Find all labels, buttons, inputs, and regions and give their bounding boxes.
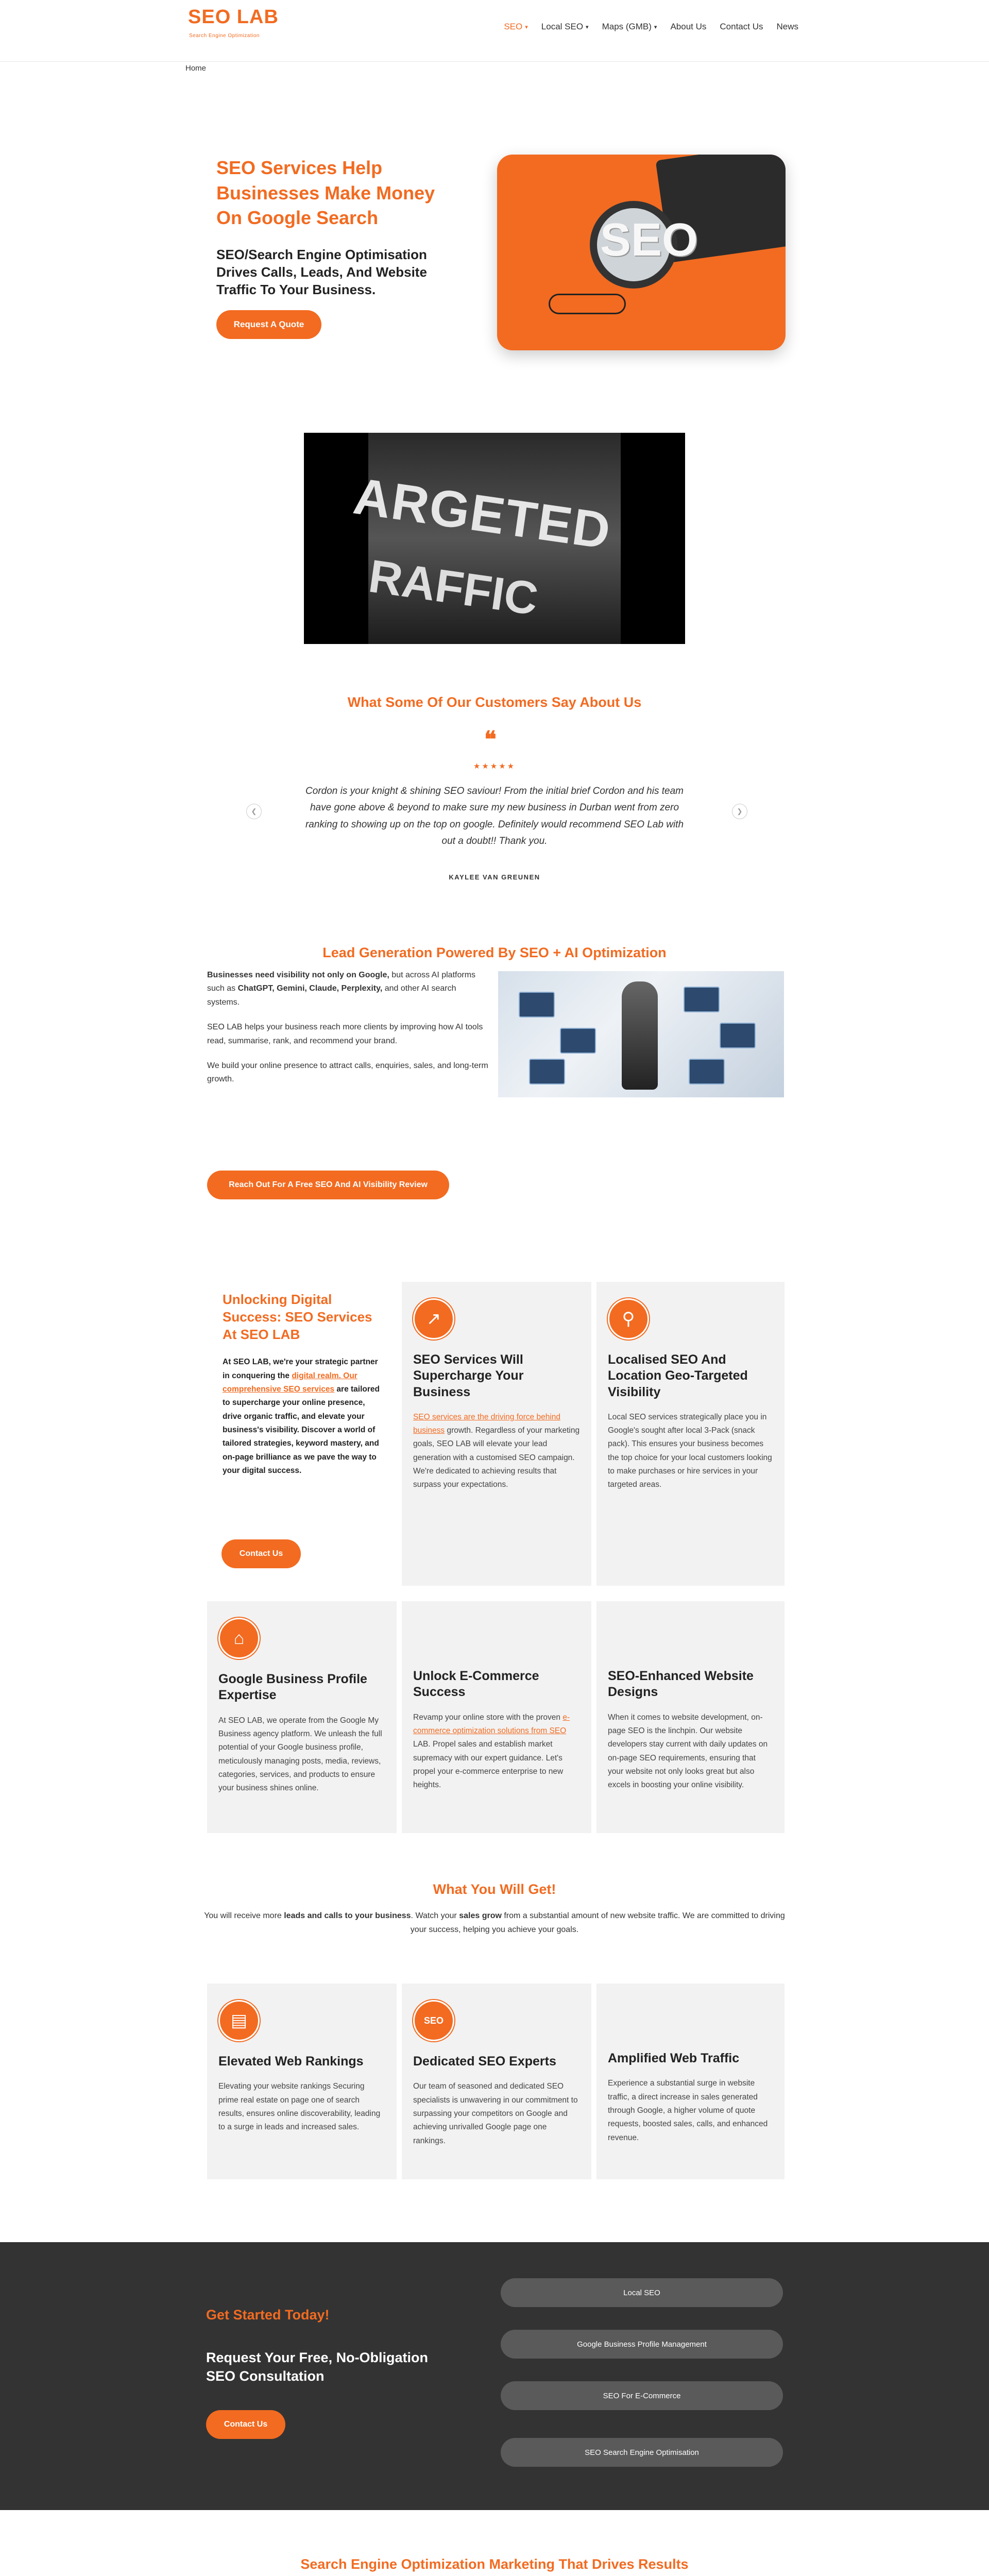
lead-bold: Businesses need visibility not only on Google,	[207, 971, 389, 979]
logo-tagline: Search Engine Optimization	[189, 33, 260, 39]
nav-label: About Us	[670, 22, 707, 31]
video-frame-text: ARGETED	[350, 467, 615, 561]
card-text: At SEO LAB, we operate from the Google My Business agency platform. We unleash the full potential of your Google business profile, meticulously managing posts, media, reviews, categories, services, and products to ensure your business shines online.	[218, 1716, 382, 1793]
robot-graphic	[622, 981, 658, 1090]
nav-label: News	[776, 22, 798, 31]
nav-label: Local SEO	[541, 22, 584, 31]
card-title: SEO Services Will Supercharge Your Business	[413, 1352, 524, 1399]
card-text-span: LAB. Propel sales and establish market supremacy with our expert guidance. Let's propel your e-commerce enterprise to new heights.	[413, 1740, 564, 1790]
site-header	[0, 0, 989, 62]
lead-text-span: and other AI search systems.	[207, 984, 456, 1007]
card-title: Elevated Web Rankings	[218, 2054, 364, 2069]
intro-text-span: are tailored to supercharge your online presence, drive organic traffic, and elevate your business's visibility. Discover a world of tailored strategies, keyword mastery, and on-page brilliance as we pave the way to your digital success.	[223, 1385, 380, 1476]
card-text	[413, 1411, 580, 1492]
hero-subtitle: SEO/Search Engine Optimisation Drives Calls, Leads, And Website Traffic To Your Business.	[216, 247, 427, 297]
cta-subheading: Request Your Free, No-Obligation SEO Consultation	[206, 2350, 429, 2384]
dashboard-panel-graphic	[529, 1059, 565, 1084]
card-title: SEO-Enhanced Website Designs	[608, 1669, 754, 1700]
main-nav	[504, 22, 798, 32]
dashboard-panel-graphic	[684, 987, 720, 1012]
intro-contact-button[interactable]: Contact Us	[221, 1539, 301, 1568]
card-title: Localised SEO And Location Geo-Targeted Visibility	[608, 1352, 748, 1399]
wyg-span: You will receive more	[204, 1911, 284, 1920]
dashboard-panel-graphic	[519, 992, 555, 1018]
service-card-web-design	[596, 1601, 785, 1833]
card-link[interactable]: SEO services are the driving force behind business	[413, 1412, 561, 1435]
lead-paragraph: SEO LAB helps your business reach more clients by improving how AI tools read, summarise, rank, and recommend your brand.	[207, 1023, 483, 1045]
service-card-gbp	[207, 1601, 397, 1833]
cta-heading: Get Started Today!	[206, 2307, 330, 2323]
free-review-button[interactable]: Reach Out For A Free SEO And AI Visibility Review	[207, 1171, 449, 1199]
lead-gen-text	[207, 969, 490, 1098]
card-link[interactable]: e-commerce optimization solutions from SEO	[413, 1713, 570, 1735]
card-text-span: Revamp your online store with the proven	[413, 1713, 563, 1722]
wyg-span: from a substantial amount of new website traffic. We are committed to driving your success, helping you achieve your goals.	[410, 1911, 785, 1935]
service-card-local-seo	[596, 1282, 785, 1586]
rating-stars: ★★★★★	[473, 762, 516, 771]
lead-gen-title: Lead Generation Powered By SEO + AI Optimization	[322, 945, 667, 960]
service-card-ecommerce	[402, 1601, 591, 1833]
testimonial-quote: Cordon is your knight & shining SEO saviour! From the initial brief Cordon and his team have gone above & beyond to make sure my new business in Durban went from zero ranking to showing up on the top on google. Definitely would recommend SEO Lab with out a doubt!! Thank you.	[305, 786, 684, 846]
lead-paragraph: We build your online presence to attract calls, enquiries, sales, and long-term growth.	[207, 1061, 488, 1084]
glasses-graphic	[549, 294, 626, 314]
nav-item-seo[interactable]	[504, 22, 527, 32]
nav-item-about[interactable]	[670, 22, 706, 32]
cta-contact-button[interactable]: Contact Us	[206, 2410, 285, 2439]
next-arrow-icon[interactable]: ❯	[732, 804, 747, 819]
wyg-bold: sales grow	[459, 1911, 502, 1920]
nav-label: Contact Us	[720, 22, 763, 31]
nav-label: Maps (GMB)	[602, 22, 652, 31]
prev-arrow-icon[interactable]: ❮	[246, 804, 262, 819]
card-title: Google Business Profile Expertise	[218, 1672, 367, 1703]
card-title: Unlock E-Commerce Success	[413, 1669, 539, 1700]
intro-title: Unlocking Digital Success: SEO Services At SEO LAB	[223, 1292, 372, 1342]
breadcrumb[interactable]: Home	[185, 64, 207, 73]
card-text	[413, 1711, 580, 1792]
wyg-bold: leads and calls to your business	[284, 1911, 411, 1920]
benefit-card-experts	[402, 1984, 591, 2179]
bar-chart-icon: ▤	[218, 2000, 260, 2041]
service-pill-seo[interactable]: SEO Search Engine Optimisation	[501, 2438, 783, 2467]
hero-title: SEO Services Help Businesses Make Money On Google Search	[216, 157, 435, 229]
results-title: Search Engine Optimization Marketing That Drives Results	[300, 2556, 689, 2572]
lead-paragraph	[207, 969, 490, 1009]
card-text: Local SEO services strategically place you in Google's sought after local 3-Pack (snack pack). This ensures your business becomes the top choice for your local customers looking to make purchases or hire services in your targeted areas.	[608, 1412, 772, 1489]
logo-text: SEO LAB	[188, 6, 279, 28]
card-text-span: growth. Regardless of your marketing goals, SEO LAB will elevate your lead generation with a customised SEO campaign. We're dedicated to achieving results that surpass your expectations.	[413, 1426, 580, 1489]
card-text: Elevating your website rankings Securing prime real estate on page one of search results, ensures online discoverability, leading to a surge in leads and increased sales.	[218, 2082, 381, 2132]
wyg-span: . Watch your	[411, 1911, 459, 1920]
benefit-card-rankings	[207, 1984, 397, 2179]
what-you-get-title: What You Will Get!	[433, 1882, 556, 1897]
service-pill-ecommerce[interactable]: SEO For E-Commerce	[501, 2381, 783, 2410]
request-quote-button[interactable]: Request A Quote	[216, 310, 321, 339]
chevron-down-icon: ▾	[654, 24, 657, 30]
what-you-get-text	[196, 1909, 793, 1937]
service-pill-gbp[interactable]: Google Business Profile Management	[501, 2330, 783, 2359]
ai-robot-image	[498, 971, 784, 1097]
chevron-down-icon: ▾	[586, 24, 589, 30]
video-frame	[350, 433, 621, 644]
intro-text-span: At SEO LAB, we're your strategic partner in conquering the	[223, 1358, 378, 1380]
service-pill-local-seo[interactable]: Local SEO	[501, 2278, 783, 2307]
lead-platforms: ChatGPT, Gemini, Claude, Perplexity,	[237, 984, 383, 993]
nav-label: SEO	[504, 22, 523, 31]
nav-item-local-seo[interactable]	[541, 22, 589, 32]
benefit-card-traffic	[596, 1984, 785, 2179]
service-card-seo	[402, 1282, 591, 1586]
card-title: Dedicated SEO Experts	[413, 2054, 556, 2069]
chart-growth-icon: ↗	[413, 1298, 454, 1340]
card-text: Experience a substantial surge in website traffic, a direct increase in sales generated through Google, a higher volume of quote requests, boosted sales, calls, and enhanced revenue.	[608, 2079, 768, 2142]
logo[interactable]	[188, 6, 306, 42]
store-icon: ⌂	[218, 1618, 260, 1659]
nav-item-contact[interactable]	[720, 22, 763, 32]
nav-item-maps[interactable]	[602, 22, 657, 32]
lead-text-span: but across AI platforms such as	[207, 971, 476, 993]
chevron-down-icon: ▾	[525, 24, 528, 30]
video-frame-text: RAFFIC	[365, 550, 541, 625]
card-text: Our team of seasoned and dedicated SEO specialists is unwavering in our commitment to surpassing your competitors on Google and achieving unrivalled Google page one rankings.	[413, 2082, 578, 2145]
nav-item-news[interactable]	[776, 22, 798, 32]
seo-letters-graphic: SEO	[600, 214, 698, 266]
dashboard-panel-graphic	[560, 1028, 596, 1054]
dashboard-panel-graphic	[689, 1059, 725, 1084]
testimonial-author: KAYLEE VAN GREUNEN	[449, 873, 540, 881]
intro-link[interactable]: digital realm. Our comprehensive SEO services	[223, 1371, 357, 1394]
map-pin-icon: ⚲	[608, 1298, 649, 1340]
hero-image	[497, 155, 786, 350]
cta-band	[0, 2242, 989, 2510]
card-text: When it comes to website development, on-page SEO is the linchpin. Our website developers stay current with daily updates on on-page SEO requirements, ensuring that your website not only looks great but also excels in boosting your online visibility.	[608, 1713, 768, 1790]
card-title: Amplified Web Traffic	[608, 2051, 740, 2065]
dashboard-panel-graphic	[720, 1023, 756, 1048]
seo-badge-icon: SEO	[413, 2000, 454, 2041]
intro-text	[223, 1355, 381, 1478]
quote-icon: ❝	[484, 727, 497, 752]
video-player[interactable]	[304, 433, 685, 644]
testimonial-title: What Some Of Our Customers Say About Us	[347, 694, 642, 710]
